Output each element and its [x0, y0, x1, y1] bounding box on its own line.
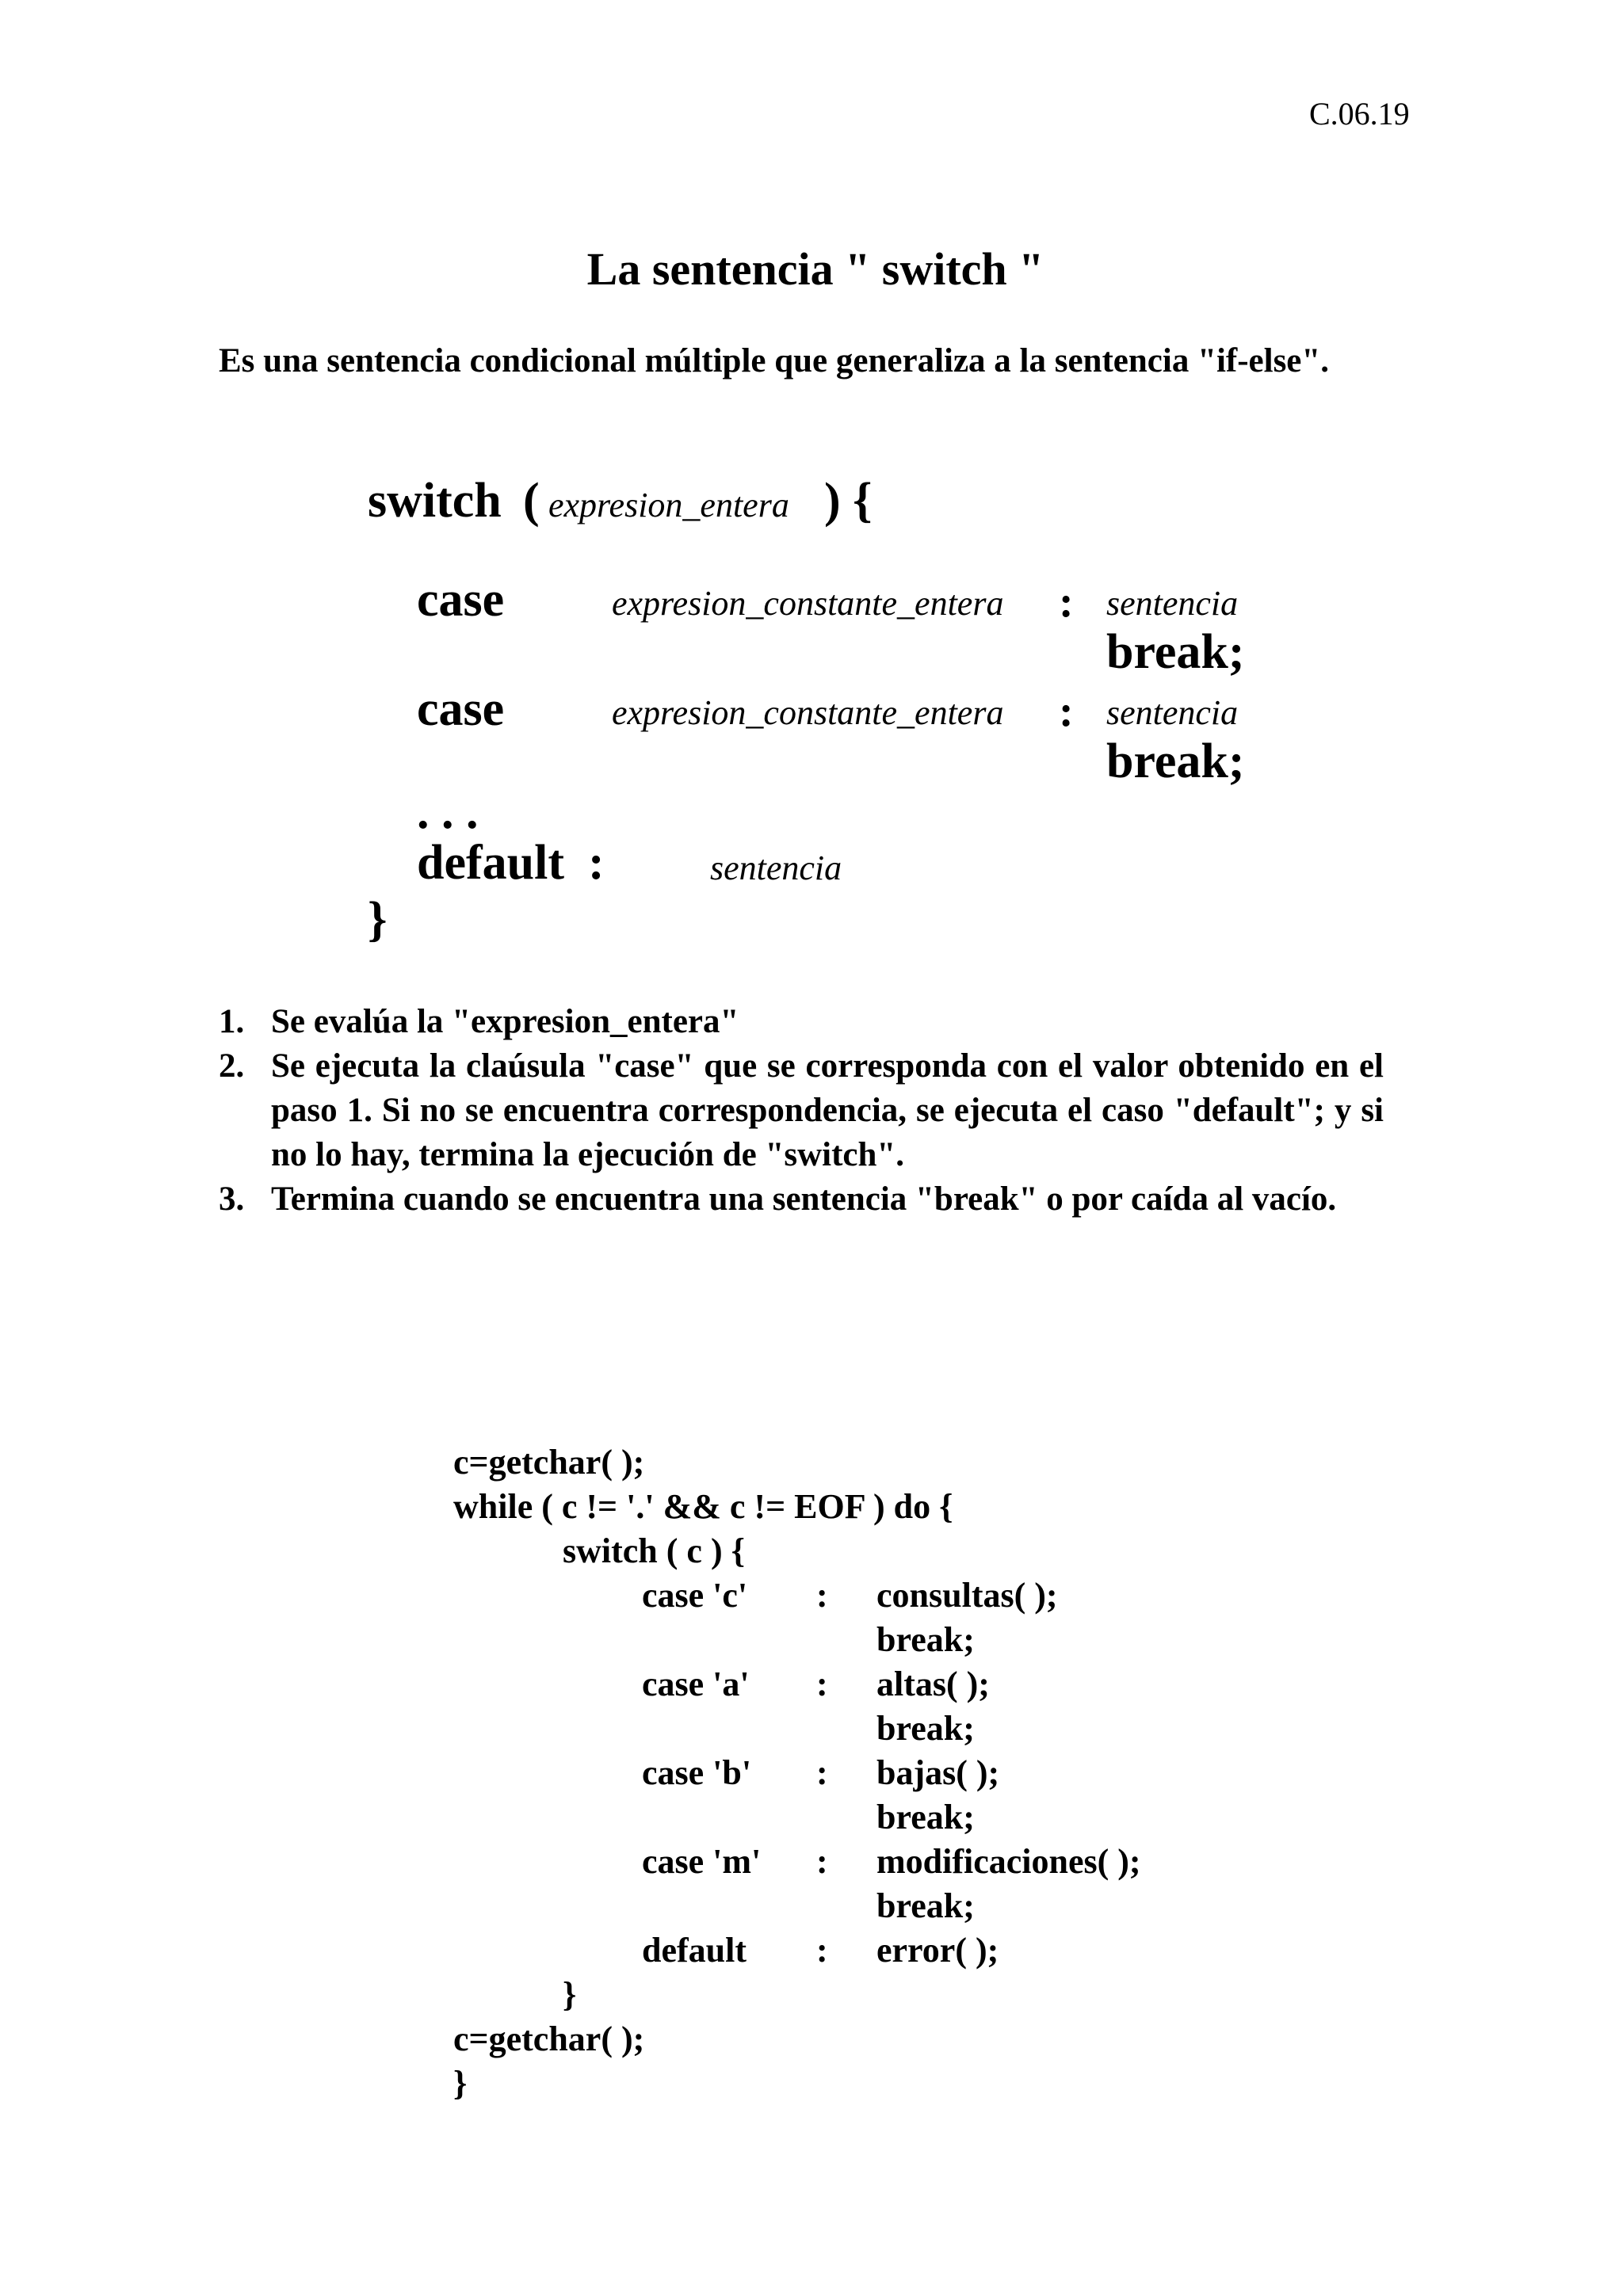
- step-text: Se ejecuta la claúsula "case" que se corresponda con el valor obtenido en el paso 1. Si no se encuentra correspondencia, se ejecuta el caso "default"; y si no lo hay, termina la ejecución de "switch".: [271, 1047, 1384, 1173]
- code-case-label: case 'a': [642, 1665, 750, 1703]
- syntax-expression: expresion_entera: [548, 486, 789, 524]
- code-inner-close-brace: }: [563, 1975, 577, 2014]
- code-case-label: case 'm': [642, 1842, 762, 1881]
- syntax-case-keyword: case: [417, 682, 505, 736]
- syntax-open-paren: (: [523, 474, 540, 528]
- code-line: switch ( c ) {: [563, 1531, 745, 1570]
- syntax-case-statement: sentencia: [1106, 693, 1239, 732]
- step-text: Se evalúa la "expresion_entera": [271, 1003, 739, 1040]
- syntax-default-keyword: default: [417, 836, 564, 890]
- syntax-close-brace: }: [368, 893, 388, 947]
- step-number: 2.: [219, 1047, 245, 1085]
- code-default-label: default: [642, 1931, 747, 1970]
- syntax-switch-keyword: switch: [368, 474, 502, 528]
- code-outer-close-brace: }: [453, 2064, 468, 2103]
- syntax-default-colon: :: [588, 836, 605, 890]
- code-case-break: break;: [876, 1798, 975, 1836]
- page-title: La sentencia " switch ": [586, 243, 1044, 295]
- code-line: while ( c != '.' && c != EOF ) do {: [453, 1487, 953, 1526]
- syntax-case-expression: expresion_constante_entera: [612, 693, 1004, 732]
- syntax-default-statement: sentencia: [710, 849, 842, 887]
- code-case-call: altas( );: [876, 1665, 990, 1703]
- code-case-colon: :: [816, 1576, 828, 1615]
- step-number: 1.: [219, 1003, 245, 1040]
- syntax-open-brace: ) {: [824, 474, 873, 528]
- syntax-case-statement: sentencia: [1106, 584, 1239, 623]
- syntax-case-expression: expresion_constante_entera: [612, 584, 1004, 623]
- code-case-break: break;: [876, 1620, 975, 1659]
- code-case-colon: :: [816, 1665, 828, 1703]
- code-case-break: break;: [876, 1709, 975, 1748]
- steps-list: [219, 1000, 1384, 1222]
- syntax-case-keyword: case: [417, 573, 505, 627]
- list-item: [219, 1177, 1384, 1222]
- step-text: Termina cuando se encuentra una sentencia "break" o por caída al vacío.: [271, 1180, 1337, 1218]
- code-line: c=getchar( );: [453, 1443, 645, 1482]
- list-item: [219, 1044, 1384, 1177]
- code-case-colon: :: [816, 1753, 828, 1792]
- list-item: [219, 1000, 1384, 1044]
- code-default-colon: :: [816, 1931, 828, 1970]
- code-case-colon: :: [816, 1842, 828, 1881]
- code-case-call: modificaciones( );: [876, 1842, 1141, 1881]
- code-default-call: error( );: [876, 1931, 999, 1970]
- code-case-label: case 'c': [642, 1576, 748, 1615]
- page-number: C.06.19: [1309, 96, 1410, 132]
- syntax-case-colon: :: [1059, 578, 1074, 627]
- code-line: c=getchar( );: [453, 2019, 645, 2058]
- syntax-case-colon: :: [1059, 687, 1074, 736]
- syntax-ellipsis: . . .: [417, 785, 479, 839]
- step-number: 3.: [219, 1180, 245, 1218]
- code-case-break: break;: [876, 1886, 975, 1925]
- syntax-case-break: break;: [1106, 734, 1245, 788]
- syntax-case-break: break;: [1106, 625, 1245, 679]
- code-case-call: bajas( );: [876, 1753, 1000, 1792]
- code-case-label: case 'b': [642, 1753, 752, 1792]
- intro-paragraph: Es una sentencia condicional múltiple que generaliza a la sentencia "if-else".: [219, 342, 1330, 379]
- code-case-call: consultas( );: [876, 1576, 1058, 1615]
